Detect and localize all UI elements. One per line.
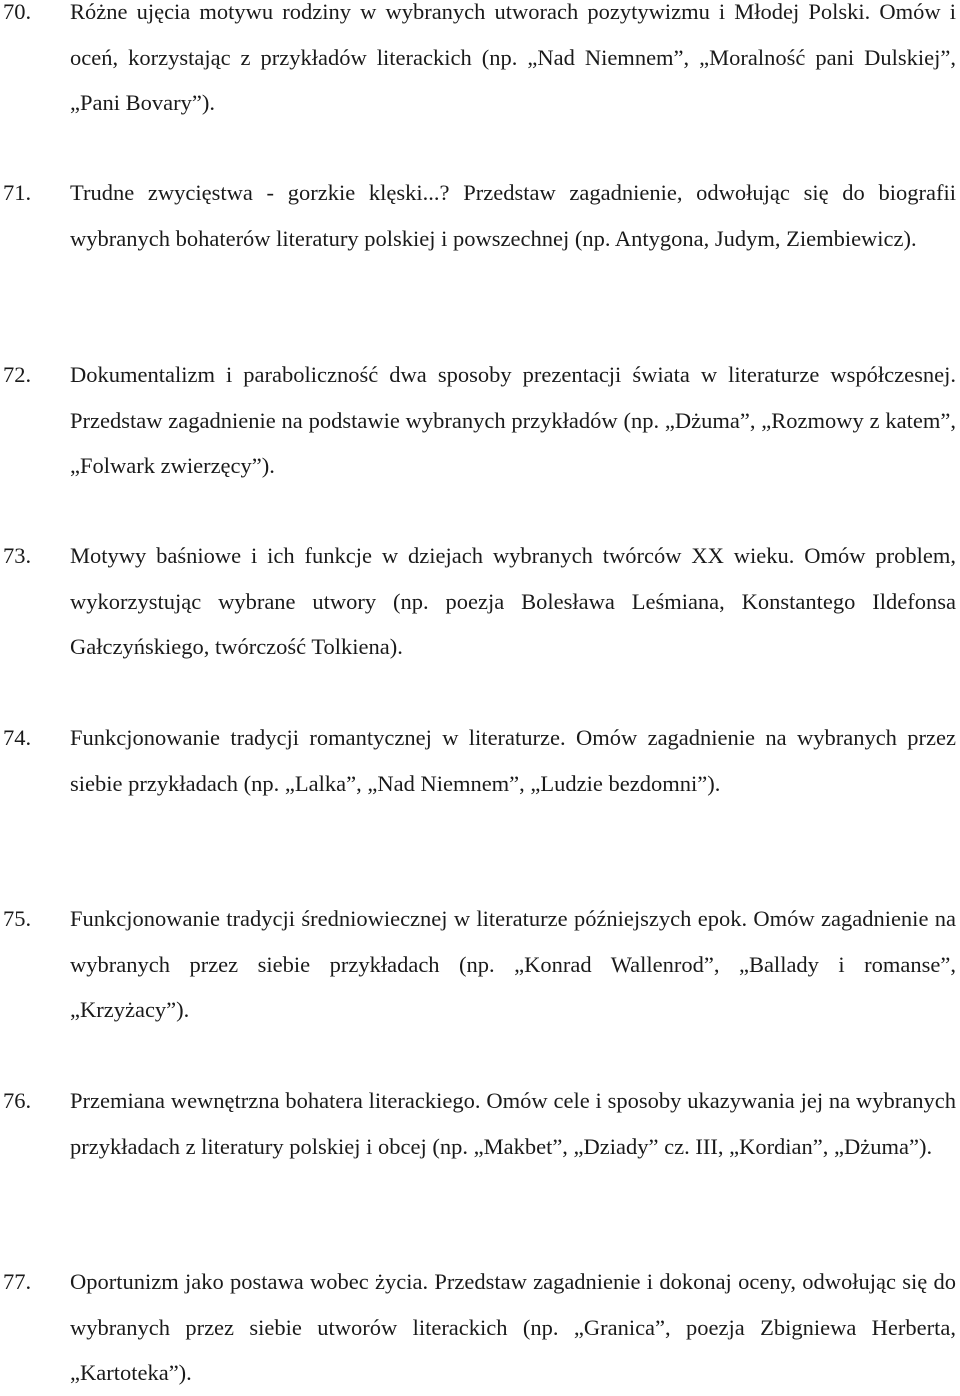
item-number: 74. <box>3 725 32 750</box>
item-number: 76. <box>3 1088 32 1113</box>
item-number: 72. <box>3 362 32 387</box>
item-number: 73. <box>3 543 32 568</box>
item-number: 70. <box>3 0 32 24</box>
item-number: 71. <box>3 180 32 205</box>
item-text: Oportunizm jako postawa wobec życia. Przedstaw zagadnienie i dokonaj oceny, odwołując się do wybranych przez siebie utworów literackich (np. „Granica”, poezja Zbigniewa Herberta, „Kartoteka”). <box>70 1269 956 1385</box>
item-text: Motywy baśniowe i ich funkcje w dziejach wybranych twórców XX wieku. Omów problem, wykorzystując wybrane utwory (np. poezja Bolesława Leśmiana, Konstantego Ildefonsa Gałczyńskiego, twórczość Tolkiena). <box>70 543 956 659</box>
item-text: Funkcjonowanie tradycji średniowiecznej w literaturze późniejszych epok. Omów zagadnienie na wybranych przez siebie przykładach (np. „Konrad Wallenrod”, „Ballady i romanse”, „Krzyżacy”). <box>70 906 956 1022</box>
item-text: Dokumentalizm i paraboliczność dwa sposoby prezentacji świata w literaturze współczesnej. Przedstaw zagadnienie na podstawie wybranych przykładów (np. „Dżuma”, „Rozmowy z katem”, „Folwark zwierzęcy”). <box>70 362 956 478</box>
item-number: 77. <box>3 1269 32 1294</box>
item-text: Trudne zwycięstwa - gorzkie klęski...? Przedstaw zagadnienie, odwołując się do biografii wybranych bohaterów literatury polskiej i powszechnej (np. Antygona, Judym, Ziembiewicz). <box>70 180 956 251</box>
item-text: Funkcjonowanie tradycji romantycznej w literaturze. Omów zagadnienie na wybranych przez siebie przykładach (np. „Lalka”, „Nad Niemnem”, „Ludzie bezdomni”). <box>70 725 956 796</box>
item-number: 75. <box>3 906 32 931</box>
item-text: Przemiana wewnętrzna bohatera literackiego. Omów cele i sposoby ukazywania jej na wybranych przykładach z literatury polskiej i obcej (np. „Makbet”, „Dziady” cz. III, „Kordian”, „Dżuma”). <box>70 1088 956 1159</box>
item-text: Różne ujęcia motywu rodziny w wybranych utworach pozytywizmu i Młodej Polski. Omów i oceń, korzystając z przykładów literackich (np. „Nad Niemnem”, „Moralność pani Dulskiej”, „Pani Bovary”). <box>70 0 956 115</box>
